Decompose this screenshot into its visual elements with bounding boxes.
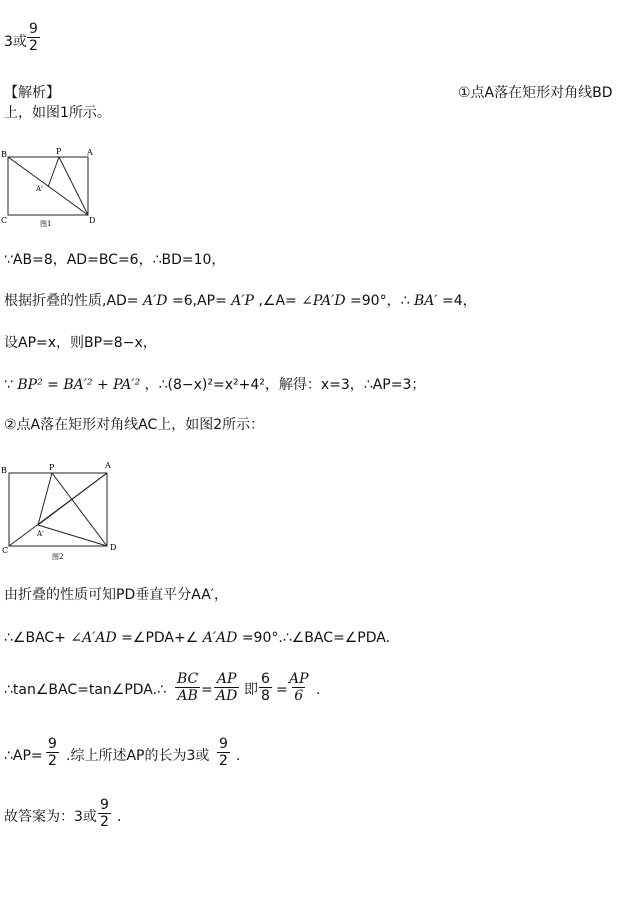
fraction-ap-6: $\frac{AP}{6}$: [289, 671, 309, 705]
fraction-9-2-a: $\frac{9}{2}$: [48, 736, 57, 770]
line-5: 由折叠的性质可知PD垂直平分AA′，: [4, 587, 228, 603]
line-2: 根据折叠的性质,AD= A′D =6,AP= A′P ,∠A= ∠PA′D =90°，∴ BA′ =4，: [4, 293, 477, 309]
line-3: 设AP=x，则BP=8−x，: [4, 335, 157, 351]
fig1-label-D: D: [89, 216, 96, 225]
case1-tail: 上，如图1所示。: [4, 105, 111, 121]
fig2-caption: 图2: [52, 553, 64, 561]
fig1-label-A: A: [87, 148, 93, 157]
final-fraction: $\frac{9}{2}$: [100, 797, 109, 831]
figure-1: [0, 145, 110, 230]
fig1-label-A1: A': [36, 185, 43, 193]
fraction-9-2-b: $\frac{9}{2}$: [219, 736, 228, 770]
fig2-label-P: P: [49, 463, 55, 472]
fig2-label-B: B: [1, 466, 7, 475]
fraction-6-8: $\frac{6}{8}$: [261, 671, 270, 705]
line-1: ∵AB=8，AD=BC=6，∴BD=10，: [4, 252, 226, 268]
answer-prefix: 3或: [4, 34, 27, 50]
line-4: ∵ BP² = BA′² + PA′² ，∴(8−x)²=x²+4²，解得：x=3，∴AP=3；: [4, 377, 426, 393]
figure-2: [0, 455, 125, 565]
analysis-label: 【解析】: [4, 85, 60, 101]
answer-fraction: $\frac{9}{2}$: [29, 21, 38, 55]
fig2-label-D: D: [110, 543, 117, 552]
fraction-ap-ad: $\frac{AP}{AD}$: [216, 671, 238, 705]
fig2-label-C: C: [2, 546, 9, 555]
case2-heading: ②点A落在矩形对角线AC上，如图2所示：: [4, 417, 265, 433]
fig2-label-A1: A': [37, 530, 44, 538]
fig2-label-A: A: [105, 461, 111, 470]
fraction-bc-ab: $\frac{BC}{AB}$: [177, 671, 199, 705]
fig1-label-P: P: [56, 147, 62, 156]
fig1-label-B: B: [1, 150, 7, 159]
line-6: ∴∠BAC+ ∠A′AD =∠PDA+∠ A′AD =90°.∴∠BAC=∠PDA.: [4, 630, 391, 646]
fig1-label-C: C: [1, 216, 8, 225]
case1-heading: ①点A落在矩形对角线BD: [458, 85, 613, 101]
fig1-caption: 图1: [40, 220, 52, 228]
